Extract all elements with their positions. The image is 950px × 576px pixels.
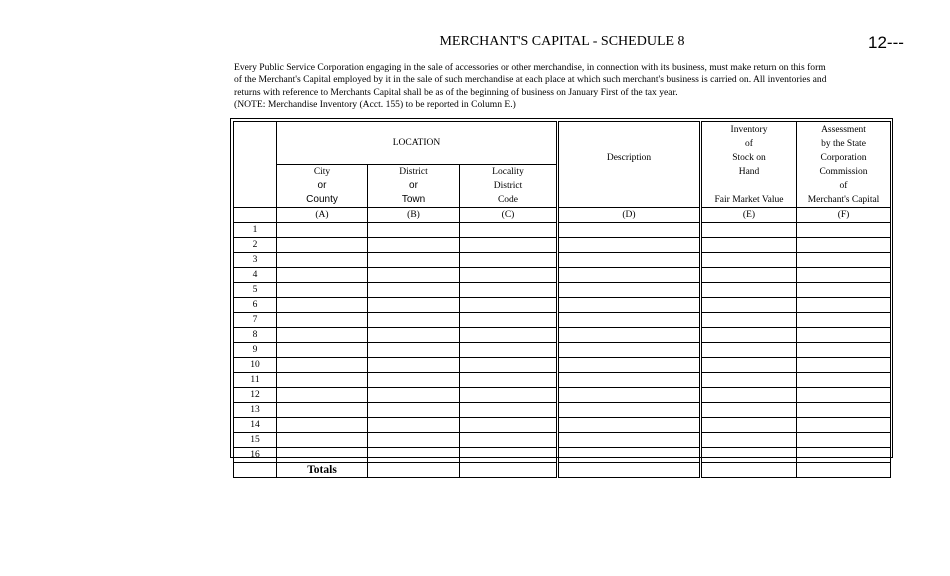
inventory-value-cell[interactable] [701,448,797,463]
instruction-line: of the Merchant's Capital employed by it in the sale of such merchandise at each place at which such merchant's business is carried on. All inventories and [234,74,827,86]
city-county-cell[interactable] [277,403,368,418]
inventory-value-cell[interactable] [701,418,797,433]
city-county-cell[interactable] [277,433,368,448]
table-row [234,403,891,418]
description-cell[interactable] [558,253,701,268]
inventory-value-cell[interactable] [701,403,797,418]
city-county-cell[interactable] [277,283,368,298]
row-number: 2 [234,238,277,253]
district-town-cell[interactable] [368,373,460,388]
instruction-line: Every Public Service Corporation engaging in the sale of accessories or other merchandise, in connection with its business, must make return on this form [234,62,826,73]
totals-district-town-cell[interactable] [368,463,460,478]
totals-label: Totals [277,463,368,478]
description-cell[interactable] [558,238,701,253]
district-town-cell[interactable] [368,448,460,463]
locality-code-cell[interactable] [460,403,558,418]
column-letters-row [234,208,891,223]
assessment-value-cell[interactable] [797,433,891,448]
totals-blank [234,463,277,478]
table-row [234,238,891,253]
district-town-cell[interactable] [368,223,460,238]
column-letter-b: (B) [368,208,460,223]
row-number: 1 [234,223,277,238]
row-number: 14 [234,418,277,433]
city-county-cell[interactable] [277,388,368,403]
locality-code-cell[interactable] [460,358,558,373]
table-row [234,268,891,283]
description-cell[interactable] [558,433,701,448]
table-row [234,253,891,268]
inventory-value-cell[interactable] [701,313,797,328]
inventory-value-cell[interactable] [701,373,797,388]
assessment-value-cell[interactable] [797,268,891,283]
district-town-cell[interactable] [368,283,460,298]
district-town-cell[interactable] [368,433,460,448]
table-row [234,448,891,463]
instructions-text [234,62,834,111]
inventory-value-cell[interactable] [701,298,797,313]
assessment-value-cell[interactable] [797,343,891,358]
district-town-cell[interactable] [368,358,460,373]
locality-code-cell[interactable] [460,433,558,448]
city-county-cell[interactable] [277,298,368,313]
assessment-value-cell[interactable] [797,328,891,343]
inventory-value-cell[interactable] [701,238,797,253]
row-number: 3 [234,253,277,268]
locality-code-cell[interactable] [460,328,558,343]
description-cell[interactable] [558,388,701,403]
table-row [234,298,891,313]
row-number: 7 [234,313,277,328]
letter-blank [234,208,277,223]
instruction-note: (NOTE: Merchandise Inventory (Acct. 155) to be reported in Column E.) [234,98,516,110]
locality-code-cell[interactable] [460,223,558,238]
description-cell[interactable] [558,343,701,358]
inventory-value-cell[interactable] [701,223,797,238]
schedule-title: MERCHANT'S CAPITAL - SCHEDULE 8 [439,34,685,49]
city-county-cell[interactable] [277,373,368,388]
assessment-value-cell[interactable] [797,223,891,238]
table-row [234,388,891,403]
locality-code-cell[interactable] [460,448,558,463]
district-town-header: District or Town [368,165,460,208]
city-county-cell[interactable] [277,223,368,238]
inventory-value-cell[interactable] [701,253,797,268]
locality-code-cell[interactable] [460,373,558,388]
locality-code-cell[interactable] [460,298,558,313]
row-number-header [234,122,277,208]
schedule-table-frame [230,118,893,476]
location-header: LOCATION [277,122,558,165]
district-town-cell[interactable] [368,388,460,403]
totals-inventory-value-cell[interactable] [701,463,797,478]
row-number: 6 [234,298,277,313]
totals-locality-code-cell[interactable] [460,463,558,478]
description-cell[interactable] [558,313,701,328]
assessment-value-cell[interactable] [797,373,891,388]
description-cell[interactable] [558,223,701,238]
assessment-value-cell[interactable] [797,238,891,253]
column-letter-e: (E) [701,208,797,223]
row-number: 11 [234,373,277,388]
description-cell[interactable] [558,448,701,463]
locality-code-cell[interactable] [460,283,558,298]
description-cell[interactable] [558,328,701,343]
table-row [234,418,891,433]
column-letter-f: (F) [797,208,891,223]
assessment-value-cell[interactable] [797,388,891,403]
city-county-cell[interactable] [277,358,368,373]
locality-code-header: Locality District Code [460,165,558,208]
row-number: 9 [234,343,277,358]
assessment-value-cell[interactable] [797,253,891,268]
inventory-value-cell[interactable] [701,388,797,403]
assessment-value-cell[interactable] [797,358,891,373]
assessment-value-cell[interactable] [797,418,891,433]
description-cell[interactable] [558,283,701,298]
row-number: 5 [234,283,277,298]
row-number: 12 [234,388,277,403]
locality-code-cell[interactable] [460,253,558,268]
row-number: 16 [234,448,277,463]
row-number: 13 [234,403,277,418]
assessment-value-cell[interactable] [797,283,891,298]
row-number: 4 [234,268,277,283]
city-county-cell[interactable] [277,268,368,283]
totals-description-cell[interactable] [558,463,701,478]
city-county-cell[interactable] [277,448,368,463]
locality-code-cell[interactable] [460,268,558,283]
district-town-cell[interactable] [368,313,460,328]
description-cell[interactable] [558,418,701,433]
assessment-value-cell[interactable] [797,403,891,418]
schedule-table [233,121,891,478]
assessment-value-cell[interactable] [797,448,891,463]
description-header: Description [558,122,701,208]
district-town-cell[interactable] [368,253,460,268]
district-town-cell[interactable] [368,238,460,253]
city-county-cell[interactable] [277,418,368,433]
table-row [234,358,891,373]
column-letter-d: (D) [558,208,701,223]
table-row [234,283,891,298]
row-number: 15 [234,433,277,448]
table-row [234,223,891,238]
totals-assessment-value-cell[interactable] [797,463,891,478]
assessment-value-cell[interactable] [797,313,891,328]
totals-row [234,463,891,478]
assessment-value-cell[interactable] [797,298,891,313]
table-row [234,328,891,343]
district-town-cell[interactable] [368,418,460,433]
column-letter-c: (C) [460,208,558,223]
locality-code-cell[interactable] [460,418,558,433]
locality-code-cell[interactable] [460,238,558,253]
description-cell[interactable] [558,298,701,313]
city-county-cell[interactable] [277,253,368,268]
district-town-cell[interactable] [368,343,460,358]
city-county-cell[interactable] [277,238,368,253]
locality-code-cell[interactable] [460,313,558,328]
district-town-cell[interactable] [368,328,460,343]
table-row [234,343,891,358]
inventory-header: Inventory of Stock on Hand Fair Market Value [701,122,797,208]
inventory-value-cell[interactable] [701,433,797,448]
table-row [234,373,891,388]
inventory-value-cell[interactable] [701,358,797,373]
city-county-cell[interactable] [277,313,368,328]
description-cell[interactable] [558,268,701,283]
row-number: 10 [234,358,277,373]
inventory-value-cell[interactable] [701,328,797,343]
inventory-value-cell[interactable] [701,283,797,298]
district-town-cell[interactable] [368,403,460,418]
description-cell[interactable] [558,373,701,388]
inventory-value-cell[interactable] [701,268,797,283]
instruction-line: returns with reference to Merchants Capital shall be as of the beginning of business on January First of the tax year. [234,86,678,98]
district-town-cell[interactable] [368,298,460,313]
column-letter-a: (A) [277,208,368,223]
city-county-cell[interactable] [277,343,368,358]
row-number: 8 [234,328,277,343]
description-cell[interactable] [558,358,701,373]
page-number: 12--- [868,33,904,52]
table-row [234,313,891,328]
locality-code-cell[interactable] [460,343,558,358]
city-county-cell[interactable] [277,328,368,343]
locality-code-cell[interactable] [460,388,558,403]
city-county-header: City or County [277,165,368,208]
description-cell[interactable] [558,403,701,418]
assessment-header: Assessment by the State Corporation Commission of Merchant's Capital [797,122,891,208]
district-town-cell[interactable] [368,268,460,283]
table-row [234,433,891,448]
inventory-value-cell[interactable] [701,343,797,358]
